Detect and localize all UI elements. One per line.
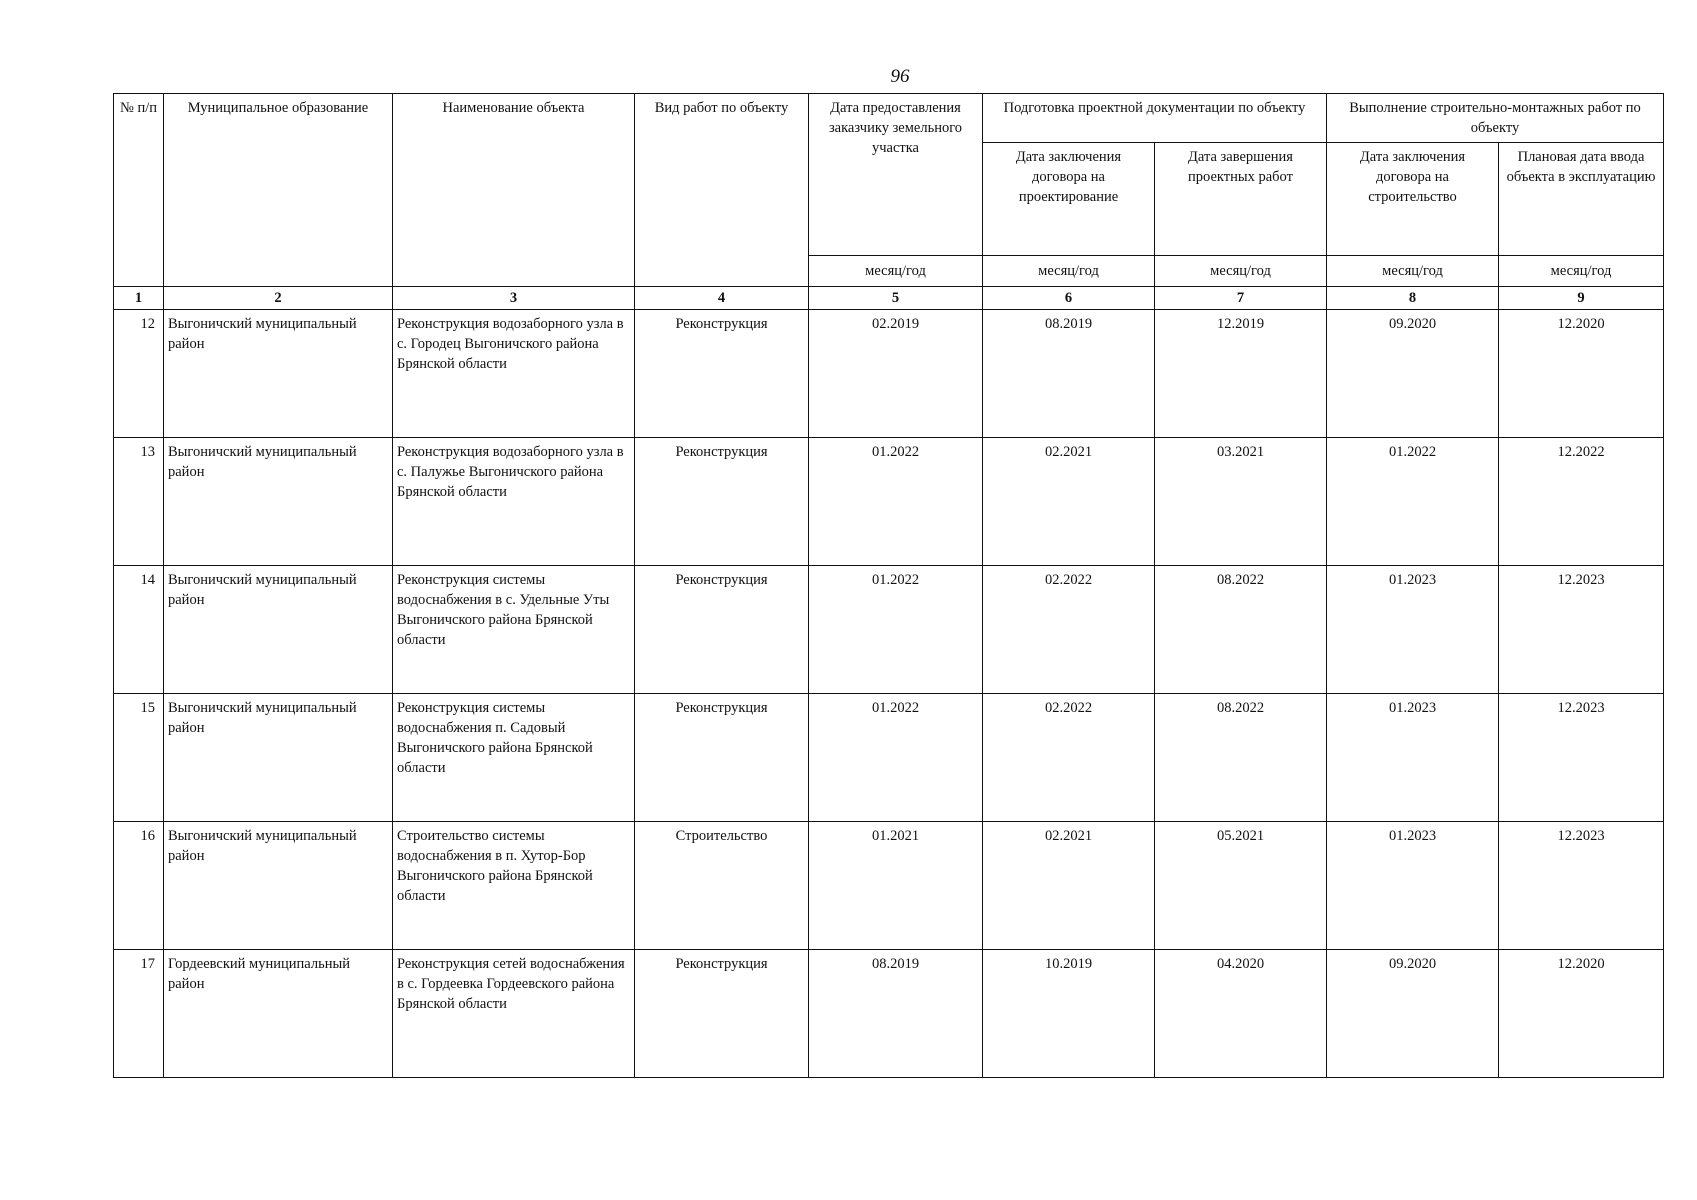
cell-design-contract: 02.2022 [983,694,1155,822]
column-number-row [114,287,1664,310]
unit-land-plot: месяц/год [809,256,983,287]
cell-municipality: Выгоничский муниципальный район [164,566,393,694]
cell-land-plot: 01.2022 [809,566,983,694]
table-row [114,950,1664,1078]
cell-work-type: Реконструкция [635,310,809,438]
table-row [114,438,1664,566]
header-design-complete: Дата завершения проектных работ [1155,143,1327,256]
cell-object: Реконструкция водозаборного узла в с. Палужье Выгоничского района Брянской области [393,438,635,566]
cell-object: Реконструкция водозаборного узла в с. Городец Выгоничского района Брянской области [393,310,635,438]
cell-work-type: Реконструкция [635,950,809,1078]
cell-object: Реконструкция системы водоснабжения в с. Удельные Уты Выгоничского района Брянской области [393,566,635,694]
cell-land-plot: 02.2019 [809,310,983,438]
unit-design-contract: месяц/год [983,256,1155,287]
cell-design-contract: 10.2019 [983,950,1155,1078]
cell-object: Строительство системы водоснабжения в п. Хутор-Бор Выгоничского района Брянской области [393,822,635,950]
cell-land-plot: 01.2021 [809,822,983,950]
header-work-type: Вид работ по объекту [635,94,809,287]
cell-work-type: Строительство [635,822,809,950]
header-design-contract: Дата заключения договора на проектирование [983,143,1155,256]
cell-construction-contract: 01.2022 [1327,438,1499,566]
cell-num: 16 [114,822,164,950]
column-number: 5 [809,287,983,310]
column-number: 6 [983,287,1155,310]
cell-design-contract: 02.2022 [983,566,1155,694]
cell-num: 12 [114,310,164,438]
cell-design-complete: 08.2022 [1155,566,1327,694]
cell-num: 17 [114,950,164,1078]
table-header [114,94,1664,310]
column-number: 9 [1499,287,1664,310]
column-number: 7 [1155,287,1327,310]
cell-commissioning: 12.2020 [1499,950,1664,1078]
cell-municipality: Выгоничский муниципальный район [164,310,393,438]
table-row [114,822,1664,950]
cell-municipality: Выгоничский муниципальный район [164,694,393,822]
cell-commissioning: 12.2023 [1499,822,1664,950]
header-design-group: Подготовка проектной документации по объекту [983,94,1327,143]
cell-design-complete: 08.2022 [1155,694,1327,822]
cell-construction-contract: 01.2023 [1327,566,1499,694]
cell-land-plot: 01.2022 [809,438,983,566]
table-row [114,310,1664,438]
cell-design-complete: 12.2019 [1155,310,1327,438]
cell-commissioning: 12.2023 [1499,694,1664,822]
cell-land-plot: 01.2022 [809,694,983,822]
cell-construction-contract: 09.2020 [1327,950,1499,1078]
unit-commissioning: месяц/год [1499,256,1664,287]
cell-design-contract: 02.2021 [983,822,1155,950]
column-number: 3 [393,287,635,310]
header-commissioning: Плановая дата ввода объекта в эксплуатацию [1499,143,1664,256]
column-number: 8 [1327,287,1499,310]
cell-construction-contract: 01.2023 [1327,694,1499,822]
cell-work-type: Реконструкция [635,694,809,822]
cell-municipality: Выгоничский муниципальный район [164,822,393,950]
cell-construction-contract: 09.2020 [1327,310,1499,438]
header-municipality: Муниципальное образование [164,94,393,287]
unit-design-complete: месяц/год [1155,256,1327,287]
cell-work-type: Реконструкция [635,438,809,566]
header-num: № п/п [114,94,164,287]
column-number: 4 [635,287,809,310]
construction-schedule-table [113,93,1664,1078]
cell-municipality: Гордеевский муниципальный район [164,950,393,1078]
cell-num: 13 [114,438,164,566]
cell-object: Реконструкция сетей водоснабжения в с. Гордеевка Гордеевского района Брянской области [393,950,635,1078]
cell-num: 14 [114,566,164,694]
cell-commissioning: 12.2022 [1499,438,1664,566]
header-object: Наименование объекта [393,94,635,287]
table-body [114,310,1664,1078]
cell-num: 15 [114,694,164,822]
cell-object: Реконструкция системы водоснабжения п. Садовый Выгоничского района Брянской области [393,694,635,822]
unit-construction-contract: месяц/год [1327,256,1499,287]
cell-land-plot: 08.2019 [809,950,983,1078]
cell-commissioning: 12.2020 [1499,310,1664,438]
column-number: 1 [114,287,164,310]
cell-design-complete: 05.2021 [1155,822,1327,950]
header-land-plot: Дата предоставления заказчику земельного участка [809,94,983,256]
header-construction-group: Выполнение строительно-монтажных работ по объекту [1327,94,1664,143]
column-number: 2 [164,287,393,310]
cell-design-contract: 08.2019 [983,310,1155,438]
cell-design-complete: 04.2020 [1155,950,1327,1078]
cell-work-type: Реконструкция [635,566,809,694]
cell-design-complete: 03.2021 [1155,438,1327,566]
table-row [114,566,1664,694]
cell-construction-contract: 01.2023 [1327,822,1499,950]
cell-municipality: Выгоничский муниципальный район [164,438,393,566]
table-row [114,694,1664,822]
cell-design-contract: 02.2021 [983,438,1155,566]
page-number: 96 [890,66,910,87]
cell-commissioning: 12.2023 [1499,566,1664,694]
header-construction-contract: Дата заключения договора на строительство [1327,143,1499,256]
